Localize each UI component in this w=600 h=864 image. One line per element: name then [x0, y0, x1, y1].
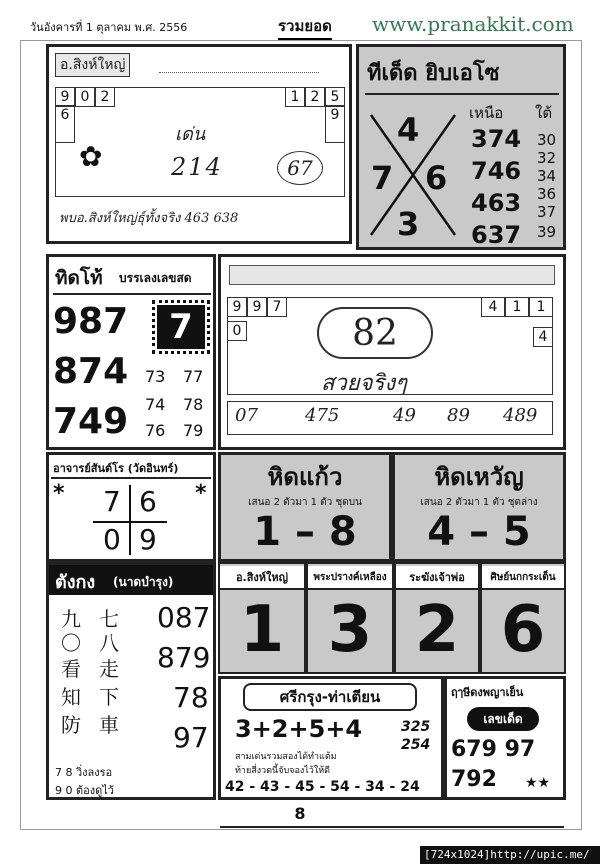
- digit-cell: 4: [481, 297, 505, 317]
- card-mid: [218, 254, 566, 450]
- four-box: [394, 562, 480, 674]
- tangkong-subtitle: (นาดบำรุง): [113, 575, 174, 589]
- digit-cell: 1: [505, 297, 529, 317]
- cloud-value: 82: [317, 307, 433, 359]
- mid-number: 89: [447, 405, 470, 426]
- hitho-pair: 74: [145, 395, 166, 414]
- four-box-value: 2: [414, 593, 460, 667]
- digit-cell: 0: [75, 87, 95, 107]
- digit-cell: 6: [55, 105, 75, 143]
- hitho-title: ทิดโท้: [55, 267, 103, 289]
- sriklung-side: 254: [401, 737, 431, 753]
- digit-cell: 2: [95, 87, 115, 107]
- four-box: [218, 562, 306, 674]
- hitho-big: 987: [53, 301, 129, 342]
- sriklung-box: [218, 676, 444, 800]
- phaya-line: 679 97: [451, 737, 536, 762]
- four-box: [480, 562, 566, 674]
- mid-number: 489: [503, 405, 538, 426]
- tangkong-number: 78: [173, 681, 209, 714]
- chinese-char: 九: [61, 607, 81, 631]
- sriklung-side: 325: [401, 719, 431, 735]
- mid-number: 49: [393, 405, 416, 426]
- phaya-stars: ★★: [525, 775, 551, 791]
- bottom-rule: [220, 826, 564, 828]
- mid-number: 475: [305, 405, 340, 426]
- page-number: 8: [294, 804, 306, 823]
- acharn-box: [46, 452, 216, 562]
- hitho-badge: 7: [157, 305, 205, 349]
- digit-cell: 9: [325, 105, 345, 143]
- hitho-pair: 76: [145, 421, 166, 440]
- star-right: *: [195, 481, 207, 506]
- yipo-side: 36: [537, 185, 557, 203]
- den-label: เด่น: [175, 124, 206, 145]
- four-box-label: ระฆังเจ้าพ่อ: [396, 566, 478, 590]
- website-link[interactable]: www.pranakkit.com: [372, 12, 574, 36]
- digit-cell: 5: [325, 87, 345, 107]
- sriklung-note: สามเด่นรวมสองได้ทำแต้ม: [235, 752, 337, 762]
- acharn-title: อาจารย์สันต์โร (วัดอินทร์): [53, 462, 179, 475]
- four-box-value: 6: [500, 593, 546, 667]
- x-bottom: 3: [397, 205, 420, 243]
- page-date: วันอังคารที่ 1 ตุลาคม พ.ศ. 2556: [30, 21, 188, 34]
- chinese-char: 八: [99, 631, 119, 655]
- mid-number: 07: [235, 405, 258, 426]
- four-box-label: พระปรางค์เหลือง: [308, 566, 392, 590]
- sriklung-numbers: 42 - 43 - 45 - 54 - 34 - 24: [225, 779, 420, 795]
- four-box-value: 1: [239, 593, 285, 667]
- digit-cell: 0: [227, 321, 247, 341]
- star-left: *: [53, 481, 65, 506]
- card-caption: สวยจริงๆ: [321, 371, 407, 396]
- digit-cell: 9: [227, 297, 247, 317]
- yipo-box: [356, 44, 566, 250]
- x-right: 6: [425, 159, 448, 197]
- grid-vline: [129, 485, 131, 555]
- acharn-digit: 6: [139, 485, 157, 518]
- card-deco: [159, 57, 319, 73]
- four-box: [306, 562, 394, 674]
- hidkaew-sub: เสนอ 2 ตัวมา 1 ตัว ชุดบน: [248, 497, 362, 508]
- hidkhwan-box: [392, 452, 566, 562]
- digit-cell: 7: [267, 297, 287, 317]
- yipo-main: 463: [471, 189, 522, 217]
- phaya-badge: เลขเด็ด: [467, 707, 539, 731]
- four-box-label: ศิษย์นกกระเต็น: [482, 566, 564, 590]
- hitho-pair: 79: [183, 421, 204, 440]
- chinese-char: 七: [99, 607, 119, 631]
- tangkong-number: 97: [173, 721, 209, 754]
- tangkong-number: 879: [157, 641, 211, 674]
- card-singh-top: [46, 44, 352, 244]
- tangkong-foot: 7 8 วิ่งลงรอ: [55, 766, 113, 779]
- hitho-box: [46, 254, 216, 450]
- x-top: 4: [397, 111, 420, 149]
- yipo-main: 374: [471, 125, 522, 153]
- yipo-main: 746: [471, 157, 522, 185]
- hitho-pair: 77: [183, 367, 204, 386]
- yipo-side: 34: [537, 167, 557, 185]
- tangkong-foot: 9 0 ต้องดูไว้: [55, 784, 114, 797]
- hitho-big: 874: [53, 351, 129, 392]
- card-label: อ.สิงห์ใหญ่: [55, 53, 130, 77]
- title-underline: [51, 477, 211, 479]
- four-box-value: 3: [327, 593, 373, 667]
- sriklung-note: ท้ายสี่งวดนี้จับจองไว้ให้ดี: [235, 766, 331, 776]
- digit-cell: 1: [529, 297, 553, 317]
- yipo-title: ทีเด็ด ยิบเอโซ: [367, 61, 500, 86]
- acharn-digit: 9: [139, 523, 157, 556]
- digit-cell: 1: [285, 87, 305, 107]
- yipo-main: 637: [471, 221, 522, 249]
- acharn-digit: 7: [103, 485, 121, 518]
- hitho-pair: 78: [183, 395, 204, 414]
- col-head-lower: ใต้: [535, 104, 553, 122]
- tangkong-box: [46, 562, 216, 800]
- chinese-char: 下: [99, 685, 119, 709]
- digit-cell: 4: [533, 327, 553, 347]
- phaya-title: ฤๅษีดงพญาเย็น: [451, 686, 524, 699]
- hidkhwan-sub: เสนอ 2 ตัวมา 1 ตัว ชุดล่าง: [420, 497, 538, 508]
- hitho-subtitle: บรรเลงเลขสด: [119, 271, 192, 285]
- yipo-side: 30: [537, 131, 557, 149]
- den-value: 214: [171, 153, 223, 181]
- hitho-pair: 73: [145, 367, 166, 386]
- sriklung-formula: 3+2+5+4: [235, 715, 363, 743]
- chinese-char: 知: [61, 685, 81, 709]
- sriklung-title: ศรีกรุง-ท่าเตียน: [243, 683, 417, 711]
- chinese-char: 防: [61, 713, 81, 737]
- hidkhwan-title: หิดเหวัญ: [434, 463, 524, 491]
- chinese-char: 走: [99, 657, 119, 681]
- tangkong-title: ตังกง: [55, 572, 96, 593]
- brand-title: รวมยอด: [278, 14, 332, 40]
- yipo-side: 37: [537, 203, 557, 221]
- title-underline: [53, 293, 211, 295]
- chinese-char: 看: [61, 657, 81, 681]
- chinese-char: 車: [99, 713, 119, 737]
- hitho-big: 749: [53, 401, 129, 442]
- hidkaew-box: [218, 452, 392, 562]
- x-left: 7: [371, 159, 394, 197]
- watermark[interactable]: [724x1024]http://upic.me/: [420, 846, 600, 864]
- digit-cell: 9: [55, 87, 75, 107]
- card-deco: [229, 265, 555, 285]
- title-underline: [365, 93, 559, 95]
- digit-cell: 9: [247, 297, 267, 317]
- yipo-side: 32: [537, 149, 557, 167]
- yipo-side: 39: [537, 223, 557, 241]
- acharn-digit: 0: [103, 523, 121, 556]
- col-head-upper: เหนือ: [469, 104, 504, 122]
- chinese-char: 〇: [61, 631, 81, 655]
- circle-value: 67: [277, 151, 323, 185]
- hidkhwan-value: 4 – 5: [427, 509, 531, 555]
- flower-icon: ✿: [79, 140, 103, 173]
- phaya-line: 792: [451, 767, 497, 792]
- hidkaew-title: หิดแก้ว: [267, 463, 343, 491]
- four-box-label: อ.สิงห์ใหญ่: [220, 566, 304, 590]
- hidkaew-value: 1 – 8: [253, 509, 357, 555]
- phaya-box: [444, 676, 566, 800]
- card-footer: พบอ.สิงห์ใหญ่ธุ์ทั้งจริง 463 638: [59, 211, 239, 226]
- tangkong-number: 087: [157, 601, 211, 634]
- digit-cell: 2: [305, 87, 325, 107]
